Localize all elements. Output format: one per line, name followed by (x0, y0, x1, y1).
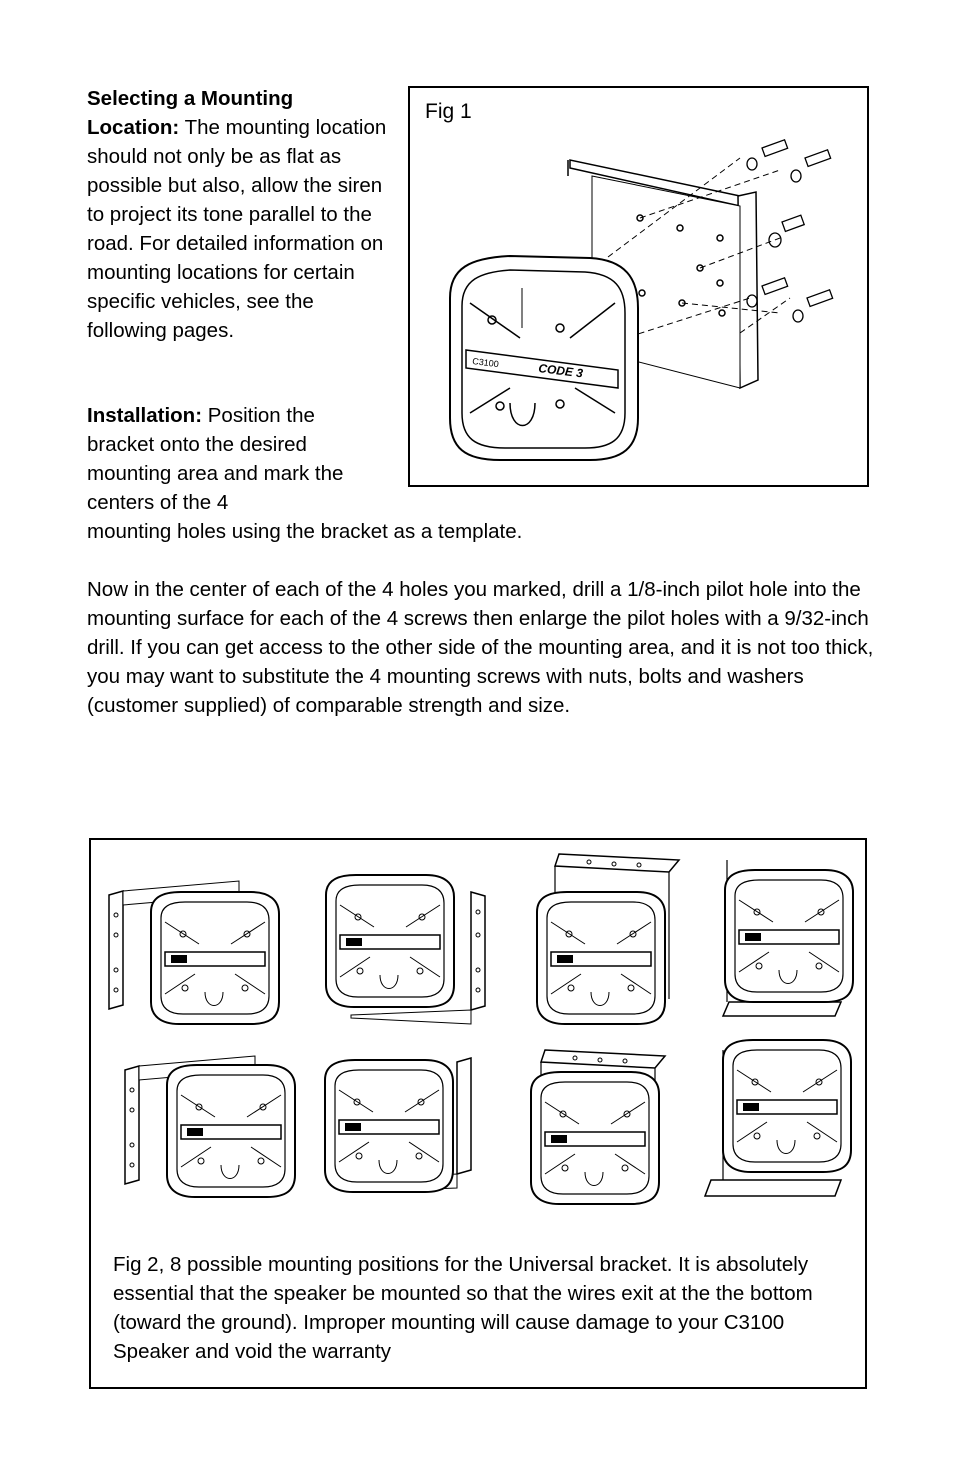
mount-position-6 (325, 1058, 471, 1192)
mount-position-3 (537, 854, 679, 1024)
fig1-label: Fig 1 (425, 100, 472, 123)
mount-position-1 (109, 881, 279, 1024)
installation-text-continued: mounting holes using the bracket as a template. (87, 520, 523, 543)
mounting-positions-illustration (91, 840, 865, 1240)
mount-position-7 (531, 1050, 665, 1204)
mount-position-4 (723, 860, 853, 1016)
mounting-location-paragraph (87, 84, 387, 345)
installation-paragraph (87, 401, 387, 517)
fig1-model-text: C3100 (471, 356, 500, 370)
mount-position-2 (326, 875, 485, 1024)
mount-position-5 (125, 1056, 295, 1197)
mounting-location-heading: Selecting a Mounting Location: (87, 87, 294, 139)
fig2-caption: Fig 2, 8 possible mounting positions for the Universal bracket. It is absolutely essential that the speaker be mounted so that the wires exit at the the bottom (toward the ground). Improper mounting will cause damage to your C3100 Speaker and void the warranty (113, 1253, 813, 1363)
mounting-location-text: The mounting location should not only be as flat as possible but also, allow the siren to project its tone parallel to the road. For detailed information on mounting locations for certain specific vehicles, see the following pages. (87, 116, 387, 342)
mount-position-8 (705, 1040, 851, 1196)
drilling-paragraph: Now in the center of each of the 4 holes you marked, drill a 1/8-inch pilot hole into the mounting surface for each of the 4 screws then enlarge the pilot holes with a 9/32-inch drill. If you can get access to the other side of the mounting area, and it is not too thick, you may want to substitute the 4 mounting screws with nuts, bolts and washers (customer supplied) of comparable strength and size. (87, 578, 874, 717)
figure-2 (89, 838, 867, 1389)
installation-heading: Installation: (87, 404, 203, 427)
figure-1 (408, 86, 869, 487)
exploded-bracket-illustration (410, 88, 867, 485)
installation-text: Position the bracket onto the desired mounting area and mark the centers of the 4 (87, 404, 344, 514)
fig1-brand-text: CODE 3 (537, 361, 584, 381)
